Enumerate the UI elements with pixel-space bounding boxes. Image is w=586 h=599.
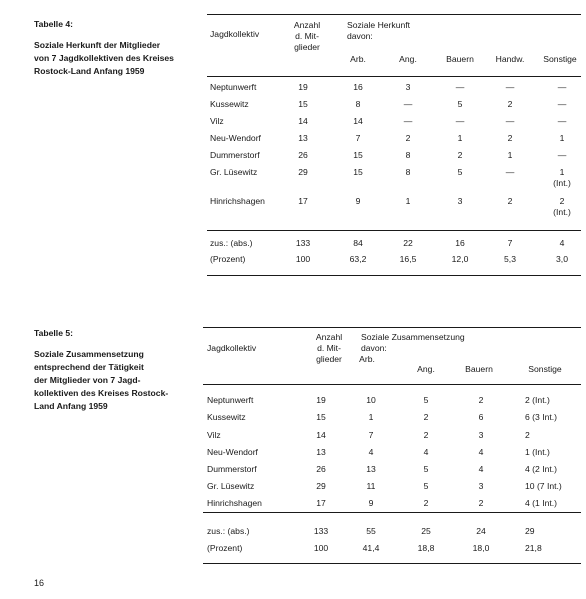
table4-row-anzahl: 19 <box>298 82 308 92</box>
table4-row-name: Gr. Lüsewitz <box>210 167 258 177</box>
table5-row-anzahl: 17 <box>316 498 326 508</box>
table5-totals-row-sonstige: 29 <box>525 526 535 536</box>
table4-row-bauern: 5 <box>457 99 463 109</box>
table5-title: Tabelle 5: <box>34 328 74 338</box>
table5-header-ang: Ang. <box>417 364 435 374</box>
table5-percent-row-arb: 41,4 <box>362 543 380 553</box>
table5-row-name: Neu-Wendorf <box>207 447 258 457</box>
table4-header-ang: Ang. <box>399 54 417 64</box>
table4-row-anzahl: 17 <box>298 196 308 206</box>
table4-row-arb: 16 <box>353 82 363 92</box>
table5-row-ang: 4 <box>423 447 429 457</box>
table4-totals-row-name: zus.: (abs.) <box>210 238 253 248</box>
table4-row-sonstige: — <box>557 99 567 109</box>
table5-row-ang: 2 <box>423 498 429 508</box>
table5-totals-row-ang: 25 <box>421 526 431 536</box>
table4-row-bauern: — <box>455 116 465 126</box>
table4-row-name: Neu-Wendorf <box>210 133 261 143</box>
table4-row-ang: 1 <box>405 196 411 206</box>
table5-row-bauern: 2 <box>478 498 484 508</box>
table4-row-sonstige: 1 <box>559 133 565 143</box>
table5-row-bauern: 4 <box>478 447 484 457</box>
table5-row-name: Neptunwerft <box>207 395 254 405</box>
table4-row-arb: 7 <box>355 133 361 143</box>
table5-row-anzahl: 13 <box>316 447 326 457</box>
table4-row-ang: 8 <box>405 150 411 160</box>
table4-row-ang: — <box>403 99 413 109</box>
table5-row-anzahl: 15 <box>316 412 326 422</box>
table4-header-bauern: Bauern <box>446 54 474 64</box>
table5-row-arb: 4 <box>368 447 374 457</box>
table5-row-ang: 5 <box>423 464 429 474</box>
table5-row-name: Vilz <box>207 430 221 440</box>
table4-percent-row-arb: 63,2 <box>349 254 367 264</box>
table4-row-ang: 8 <box>405 167 411 177</box>
table4-row-name: Dummerstorf <box>210 150 260 160</box>
table4-header-anzahl: Anzahl d. Mit- glieder <box>293 20 321 52</box>
table4-header-rule <box>207 76 581 77</box>
table4-row-name: Hinrichshagen <box>210 196 265 206</box>
table4-row-bauern: — <box>455 82 465 92</box>
table4-row-ang: — <box>403 116 413 126</box>
table4-row-arb: 8 <box>355 99 361 109</box>
table5-row-arb: 11 <box>366 481 376 491</box>
table4-row-arb: 15 <box>353 167 363 177</box>
table5-row-arb: 13 <box>366 464 376 474</box>
table4-row-handw: — <box>505 82 515 92</box>
table4-totals-row-bauern: 16 <box>455 238 465 248</box>
table4-bottom-rule <box>207 275 581 276</box>
table5-header-kollektiv: Jagdkollektiv <box>207 343 257 353</box>
table5-row-bauern: 3 <box>478 430 484 440</box>
table4-header-arb: Arb. <box>350 54 366 64</box>
table5-row-anzahl: 26 <box>316 464 326 474</box>
table5-row-ang: 2 <box>423 430 429 440</box>
table5-row-sonstige: 4 (2 Int.) <box>525 464 557 474</box>
table4-totals-row-arb: 84 <box>353 238 363 248</box>
table5-percent-row-bauern: 18,0 <box>472 543 490 553</box>
table4 <box>207 14 581 276</box>
table4-totals-row-anzahl: 133 <box>295 238 311 248</box>
table4-row-anzahl: 29 <box>298 167 308 177</box>
table4-row-arb: 9 <box>355 196 361 206</box>
table5-row-arb: 7 <box>368 430 374 440</box>
table4-totals-row-sonstige: 4 <box>559 238 565 248</box>
table4-row-bauern: 2 <box>457 150 463 160</box>
table4-row-ang: 2 <box>405 133 411 143</box>
table5-row-arb: 10 <box>366 395 376 405</box>
table5-row-sonstige: 6 (3 Int.) <box>525 412 557 422</box>
table4-row-handw: — <box>505 167 515 177</box>
table4-row-arb: 14 <box>353 116 363 126</box>
table4-row-handw: 2 <box>507 196 513 206</box>
table4-row-handw: 1 <box>507 150 513 160</box>
table5-row-bauern: 4 <box>478 464 484 474</box>
table4-row-sonstige: 2 (Int.) <box>553 196 571 217</box>
table5-row-bauern: 2 <box>478 395 484 405</box>
table5-top-rule <box>203 327 581 328</box>
table5-header-bauern: Bauern <box>465 364 493 374</box>
table5-totals-row-name: zus.: (abs.) <box>207 526 250 536</box>
table5-row-arb: 9 <box>368 498 374 508</box>
table4-row-sonstige: — <box>557 116 567 126</box>
table4-title: Tabelle 4: <box>34 19 74 29</box>
table5-totals-row-bauern: 24 <box>476 526 486 536</box>
table5-row-sonstige: 10 (7 Int.) <box>525 481 562 491</box>
table5-percent-row-ang: 18,8 <box>417 543 435 553</box>
table5-row-anzahl: 14 <box>316 430 326 440</box>
table4-row-anzahl: 14 <box>298 116 308 126</box>
table4-top-rule <box>207 14 581 15</box>
table4-caption <box>34 18 204 78</box>
table5-header-group: Soziale Zusammensetzung <box>361 332 465 342</box>
table5-bottom-rule <box>203 563 581 564</box>
table5-percent-row-anzahl: 100 <box>313 543 329 553</box>
table5-row-anzahl: 29 <box>316 481 326 491</box>
table5-header-anzahl: Anzahl d. Mit- glieder <box>315 332 343 364</box>
table4-row-bauern: 1 <box>457 133 463 143</box>
table5-row-sonstige: 2 (Int.) <box>525 395 550 405</box>
table5-header-davon: davon: <box>361 343 387 353</box>
table5-totals-row-arb: 55 <box>366 526 376 536</box>
table4-subtitle: Soziale Herkunft der Mitglieder von 7 Jagdkollektiven des Kreises Rostock-Land Anfang 1959 <box>34 40 174 76</box>
table4-row-name: Neptunwerft <box>210 82 257 92</box>
table4-row-sonstige: 1 (Int.) <box>553 167 571 188</box>
table4-row-ang: 3 <box>405 82 411 92</box>
table4-row-bauern: 3 <box>457 196 463 206</box>
table5-row-name: Dummerstorf <box>207 464 257 474</box>
table5-header-rule <box>203 384 581 385</box>
table4-row-anzahl: 15 <box>298 99 308 109</box>
table4-header-sonstige: Sonstige <box>543 54 577 64</box>
table4-row-handw: 2 <box>507 99 513 109</box>
page-number: 16 <box>34 578 45 588</box>
table5-header-arb: Arb. <box>359 354 375 364</box>
table4-row-arb: 15 <box>353 150 363 160</box>
table4-header-group: Soziale Herkunft <box>347 20 411 30</box>
table4-row-name: Vilz <box>210 116 224 126</box>
table4-row-sonstige: — <box>557 150 567 160</box>
table4-percent-row-bauern: 12,0 <box>451 254 469 264</box>
table4-row-name: Kussewitz <box>210 99 249 109</box>
table4-totals-row-handw: 7 <box>507 238 513 248</box>
table4-header-kollektiv: Jagdkollektiv <box>210 29 260 39</box>
table4-header-handw: Handw. <box>495 54 525 64</box>
table5-row-ang: 5 <box>423 395 429 405</box>
table5-row-anzahl: 19 <box>316 395 326 405</box>
table4-percent-row-anzahl: 100 <box>295 254 311 264</box>
table4-row-anzahl: 26 <box>298 150 308 160</box>
table5 <box>203 327 581 567</box>
table5-row-name: Hinrichshagen <box>207 498 262 508</box>
table5-row-sonstige: 1 (Int.) <box>525 447 550 457</box>
table4-header-davon: davon: <box>347 31 373 41</box>
table4-row-anzahl: 13 <box>298 133 308 143</box>
table5-row-ang: 5 <box>423 481 429 491</box>
table4-percent-row-handw: 5,3 <box>504 254 516 264</box>
table5-row-sonstige: 2 <box>525 430 530 440</box>
table4-percent-row-ang: 16,5 <box>399 254 417 264</box>
table4-row-sonstige: — <box>557 82 567 92</box>
table4-row-handw: — <box>505 116 515 126</box>
table5-row-arb: 1 <box>368 412 374 422</box>
table4-row-bauern: 5 <box>457 167 463 177</box>
table5-percent-row-sonstige: 21,8 <box>525 543 542 553</box>
table5-percent-row-name: (Prozent) <box>207 543 243 553</box>
table5-totals-row-anzahl: 133 <box>313 526 329 536</box>
table5-totals-rule <box>203 512 581 513</box>
table4-percent-row-name: (Prozent) <box>210 254 246 264</box>
table5-subtitle: Soziale Zusammensetzung entsprechend der Tätigkeit der Mitglieder von 7 Jagd- kollektiven des Kreises Rostock- Land Anfang 1959 <box>34 349 169 411</box>
table4-totals-row-ang: 22 <box>403 238 413 248</box>
table5-row-ang: 2 <box>423 412 429 422</box>
table5-row-name: Kussewitz <box>207 412 246 422</box>
table5-row-bauern: 3 <box>478 481 484 491</box>
table5-caption <box>34 327 204 413</box>
table5-row-sonstige: 4 (1 Int.) <box>525 498 557 508</box>
table4-totals-rule <box>207 230 581 231</box>
table5-row-name: Gr. Lüsewitz <box>207 481 255 491</box>
table5-row-bauern: 6 <box>478 412 484 422</box>
table5-header-sonstige: Sonstige <box>528 364 562 374</box>
table4-percent-row-sonstige: 3,0 <box>556 254 568 264</box>
table4-row-handw: 2 <box>507 133 513 143</box>
